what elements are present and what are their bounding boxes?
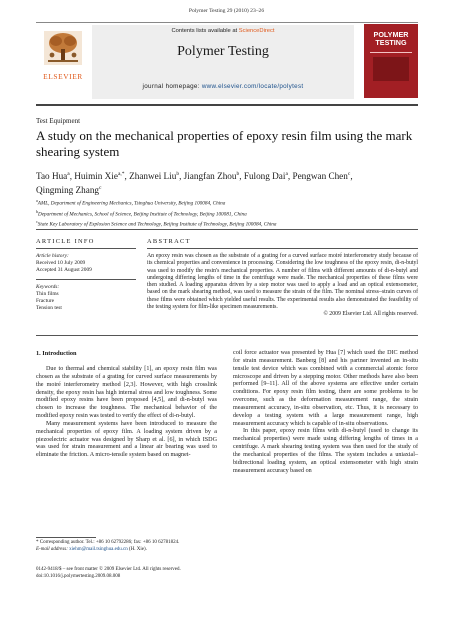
author-affil-mark: a,* <box>117 171 125 177</box>
cover-title <box>364 31 418 47</box>
footnote-contact: * Corresponding author. Tel.: +86 10 62792286; fax: +86 10 62781824. <box>36 540 180 545</box>
journal-homepage <box>92 83 354 90</box>
affiliation <box>36 197 426 208</box>
footnote-rule <box>36 537 96 538</box>
elsevier-logo <box>36 25 89 85</box>
author: Qingming Zhang <box>36 185 100 196</box>
author: Jiangfan Zhou <box>183 171 237 182</box>
article-section: Test Equipment <box>36 117 81 125</box>
issn-line: 0142-9418/$ – see front matter © 2009 Elsevier Ltd. All rights reserved. <box>36 567 181 572</box>
email-label: E-mail address: <box>36 546 70 552</box>
author: Tao Hua <box>36 171 68 182</box>
affiliation-text: AML, Department of Engineering Mechanics, Tsinghua University, Beijing 100084, China <box>37 200 226 207</box>
author-affil-mark: a <box>285 171 288 177</box>
running-head: Polymer Testing 29 (2010) 23–26 <box>188 8 265 14</box>
masthead-bottom-rule <box>36 104 418 106</box>
right-column <box>233 350 418 476</box>
author: Zhanwei Liu <box>129 171 177 182</box>
paragraph: Due to thermal and chemical stability [1], an epoxy resin film was chosen as the substrate of a grating for curved surface measurements by the moiré interferometry method [2,3]. However, with high crosslink density, the epoxy resin has high internal stress and low toughness. Some modified epoxy resins have been proposed [4,5], and di-n-butyl was chosen to increase the toughness. The mechanical behavior of the modified epoxy resin was tested to verify the effect of di-n-butyl. <box>36 366 217 420</box>
doi-line[interactable]: doi:10.1016/j.polymertesting.2009.08.008 <box>36 573 121 579</box>
article-history <box>36 253 136 274</box>
abstract-rule <box>147 248 418 249</box>
article-title: A study on the mechanical properties of epoxy resin film using the mark shearing system <box>36 128 413 159</box>
contents-line <box>92 28 354 34</box>
elsevier-tree-icon <box>44 31 82 65</box>
author: Huimin Xie <box>74 171 118 182</box>
cover-title-line2: TESTING <box>375 38 407 47</box>
affiliation-list <box>36 197 426 229</box>
abstract-body <box>147 253 418 319</box>
affiliation-mark: a <box>36 198 38 203</box>
article-info-divider <box>36 279 136 280</box>
paragraph: In this paper, epoxy resin films with di-n-butyl (used to change its mechanical properties) were made using differing lengths of times in a centrifuge. A mark shearing testing system was then used for the study of the mechanical properties of the films. The system includes a uniaxial–bidirectional loading system, an optical extensometer with high strain measurement accuracy based on <box>233 428 418 474</box>
cover-image <box>373 57 409 81</box>
keywords-block <box>36 284 136 312</box>
abstract-copyright: © 2009 Elsevier Ltd. All rights reserved. <box>323 311 418 318</box>
author: Fulong Dai <box>243 171 286 182</box>
cover-divider <box>370 52 412 53</box>
author-list: Tao Hua$^a$, Huimin Xie$^{a,*}$, Zhanwei Liu$^b$, Jiangfan Zhou$^b$, Fulong Dai$^a$, Pengwan Chen$^c$, Qingming Zhang$^c$ <box>36 171 353 196</box>
received-date: Received 10 July 2009 <box>36 260 86 266</box>
accepted-date: Accepted 31 August 2009 <box>36 267 92 273</box>
homepage-prefix: journal homepage: <box>142 83 202 90</box>
keyword: Fracture <box>36 298 54 304</box>
cover-title-line1: POLYMER <box>373 30 409 39</box>
affiliation-mark: b <box>36 208 38 214</box>
front-matter-meta <box>36 567 226 580</box>
author-affil-mark: c <box>99 185 102 192</box>
footnote-email-line <box>36 547 216 554</box>
contents-prefix: Contents lists available at <box>171 28 239 34</box>
journal-masthead <box>92 25 354 99</box>
author: Pengwan Chen <box>292 171 348 182</box>
homepage-link[interactable]: www.elsevier.com/locate/polytest <box>201 83 304 90</box>
author-affil-mark: b <box>236 171 240 177</box>
email-suffix: (H. Xie). <box>127 546 147 552</box>
history-label: Article history: <box>36 253 69 259</box>
keywords-label: Keywords: <box>36 284 60 290</box>
author-affil-mark: b <box>176 171 180 177</box>
header-divider <box>36 229 418 230</box>
email-link[interactable]: xiehm@mail.tsinghua.edu.cn <box>69 546 128 552</box>
corresponding-author-footnote <box>36 540 216 553</box>
paragraph: Many measurement systems have been introduced to measure the mechanical properties of epoxy film. A loading system driven by a piezoelectric actuator was designed by Sharp et al. [6], in which ISDG was used for strain measurement and a linear air bearing was used to eliminate the friction. A micro-tensile system based on magnet- <box>36 420 217 459</box>
abstract-heading: ABSTRACT <box>147 238 191 245</box>
section-heading-introduction: 1. Introduction <box>36 350 77 357</box>
author-affil-mark: c <box>347 171 351 177</box>
affiliation-mark: c <box>36 219 38 225</box>
article-info-rule <box>36 248 136 249</box>
article-info-heading: ARTICLE INFO <box>36 238 95 245</box>
affiliation <box>36 208 426 219</box>
keyword: Thin films <box>36 291 59 297</box>
keyword: Tension test <box>36 305 62 311</box>
affiliation-text: State Key Laboratory of Explosion Science and Technology, Beijing Institute of Technology, Beijing 100084, China <box>37 222 277 229</box>
sciencedirect-link[interactable]: ScienceDirect <box>238 28 275 34</box>
masthead-top-rule <box>36 22 418 23</box>
paragraph: coil force actuator was presented by Hua [7] which used the DIC method for strain measurement. Banberg [8] and his partner invented an in-situ tensile test device which was combined with a commercial atomic force microscope and driven by a stepping motor. Other methods have also been performed [9–11]. All of the above systems are effective under certain conditions. For epoxy resin film testing, there are some problems to be overcome, such as the deformation measurement range, the strain measurement accuracy, in-situ observation, etc. Thus, it is necessary to develop a testing system with a large measurement range, high measurement accuracy which is capable of in-situ observations. <box>233 350 418 427</box>
left-column <box>36 366 217 460</box>
affiliation <box>36 218 426 229</box>
abstract-text: An epoxy resin was chosen as the substrate of a grating for a curved surface moiré interferometry study because of its chemical properties and convenience in processing. Considering the low toughness of the epoxy resin, di-n-butyl was used to modify the resin's mechanical properties. A number of films with different amounts of di-n-butyl and undergoing differing lengths of time in the centrifuge were made. The mechanical properties of these films were then studied. A loading apparatus driven by a step motor was used to apply a load and an optical extensometer, based on the mark shearing method, was used to measure the strain of the film. The nominal stress–strain curves of these films were obtained which yielded useful results. The experimental results also demonstrated the feasibility of the testing system for film-like specimen measurements. <box>147 253 418 311</box>
author-affil-mark: a <box>67 171 70 177</box>
publisher-wordmark: ELSEVIER <box>43 72 83 81</box>
affiliation-text: Department of Mechanics, School of Science, Beijing Institute of Technology, Beijing 100081, China <box>38 211 247 218</box>
journal-cover-thumbnail <box>364 24 418 98</box>
abstract-bottom-rule <box>36 335 418 336</box>
journal-title: Polymer Testing <box>177 44 269 59</box>
